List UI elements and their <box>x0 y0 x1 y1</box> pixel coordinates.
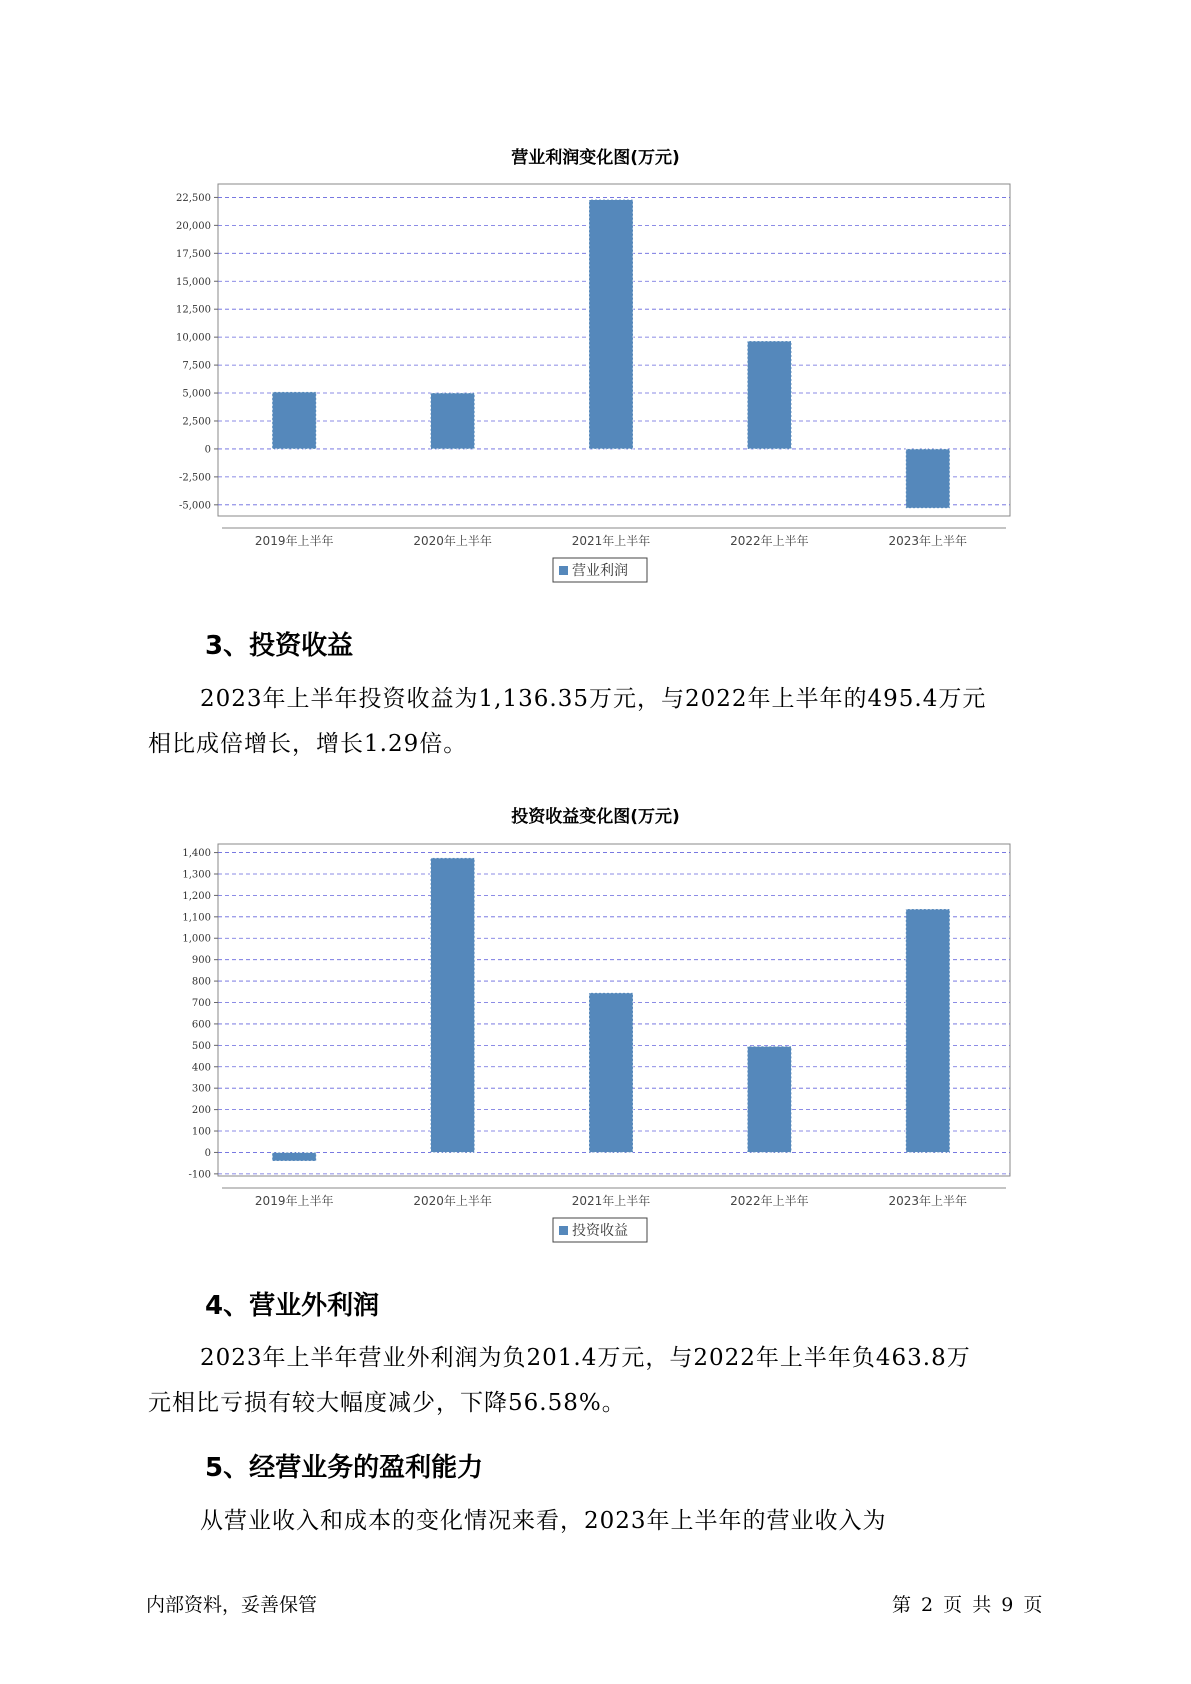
chart1-xtick-label: 2020年上半年 <box>413 534 492 548</box>
chart1-ytick-label: 15,000 <box>176 276 211 288</box>
footer-page-number: 第 2 页 共 9 页 <box>892 1594 1043 1616</box>
chart2-bar <box>747 1046 791 1152</box>
chart1-ytick-label: 5,000 <box>182 388 211 400</box>
footer-confidential-note: 内部资料，妥善保管 <box>146 1594 318 1616</box>
chart2-container <box>0 830 1191 1250</box>
chart2-ytick-label: 800 <box>191 976 211 988</box>
chart2-ytick-label: 1,200 <box>182 890 211 902</box>
chart2-ytick-label: 300 <box>191 1083 211 1095</box>
section3-line2: 相比成倍增长，增长1.29倍。 <box>148 731 468 757</box>
chart2-xtick-label: 2023年上半年 <box>888 1194 968 1208</box>
chart1-ytick-label: 0 <box>204 444 211 456</box>
chart2-ytick-label: 200 <box>191 1105 211 1117</box>
section3-heading: 3、投资收益 <box>205 631 354 661</box>
chart2-bar <box>431 858 475 1153</box>
chart1-xtick-label: 2022年上半年 <box>730 534 809 548</box>
chart1-ytick-label: -5,000 <box>178 500 211 512</box>
chart1-title: 营业利润变化图(万元) <box>511 148 680 168</box>
chart1-ytick-label: 12,500 <box>176 304 211 316</box>
chart2-xtick-label: 2022年上半年 <box>730 1194 809 1208</box>
chart2-ytick-label: 700 <box>191 998 211 1010</box>
section4-line1: 2023年上半年营业外利润为负201.4万元，与2022年上半年负463.8万 <box>200 1345 971 1371</box>
chart2-ytick-label: 1,400 <box>182 848 211 860</box>
chart1-ytick-label: 10,000 <box>176 332 211 344</box>
chart1-xtick-label: 2019年上半年 <box>254 534 334 548</box>
chart1-bar <box>272 392 316 449</box>
chart2-ytick-label: 1,000 <box>182 933 211 945</box>
chart1-ytick-label: -2,500 <box>178 472 211 484</box>
chart1-bar <box>747 341 791 449</box>
chart1-bar <box>589 200 633 449</box>
chart2-xtick-label: 2019年上半年 <box>254 1194 334 1208</box>
chart1-ytick-label: 7,500 <box>182 360 211 372</box>
chart2-xtick-label: 2020年上半年 <box>413 1194 492 1208</box>
chart2-ytick-label: 100 <box>191 1126 211 1138</box>
chart1-bar <box>906 449 950 508</box>
chart2-bar <box>906 909 950 1152</box>
chart1-xtick-label: 2021年上半年 <box>571 534 651 548</box>
chart1-xtick-label: 2023年上半年 <box>888 534 968 548</box>
chart2-ytick-label: 600 <box>191 1019 211 1031</box>
chart1-container <box>0 170 1191 590</box>
chart1-ytick-label: 20,000 <box>176 220 211 232</box>
chart2-bar <box>589 993 633 1153</box>
section3-line1: 2023年上半年投资收益为1,136.35万元，与2022年上半年的495.4万元 <box>200 686 987 712</box>
chart2-ytick-label: -100 <box>188 1169 211 1181</box>
chart2-ytick-label: 900 <box>191 955 211 967</box>
section5-line1: 从营业收入和成本的变化情况来看，2023年上半年的营业收入为 <box>200 1508 887 1534</box>
section3-paragraph <box>148 677 1068 767</box>
chart2-ytick-label: 400 <box>191 1062 211 1074</box>
section4-paragraph <box>148 1336 1068 1426</box>
chart2-ytick-label: 1,100 <box>182 912 211 924</box>
chart1-bar <box>431 393 475 449</box>
chart1-ytick-label: 22,500 <box>176 192 211 204</box>
section4-heading: 4、营业外利润 <box>205 1291 380 1321</box>
chart1-legend-label: 营业利润 <box>572 563 628 579</box>
chart2-ytick-label: 1,300 <box>182 869 211 881</box>
chart2-bar <box>272 1152 316 1161</box>
investment-income-chart <box>0 830 1191 1250</box>
chart1-legend-swatch <box>559 566 568 575</box>
section4-line2: 元相比亏损有较大幅度减少，下降56.58%。 <box>148 1390 626 1416</box>
chart2-title: 投资收益变化图(万元) <box>511 807 680 827</box>
section5-paragraph <box>148 1499 1068 1544</box>
chart2-legend-label: 投资收益 <box>572 1223 628 1239</box>
chart2-legend-swatch <box>559 1226 568 1235</box>
chart2-ytick-label: 500 <box>191 1040 211 1052</box>
chart2-ytick-label: 0 <box>204 1147 211 1159</box>
operating-profit-chart <box>0 170 1191 590</box>
chart1-ytick-label: 17,500 <box>176 248 211 260</box>
section5-heading: 5、经营业务的盈利能力 <box>205 1453 484 1483</box>
chart2-xtick-label: 2021年上半年 <box>571 1194 651 1208</box>
chart1-ytick-label: 2,500 <box>182 416 211 428</box>
